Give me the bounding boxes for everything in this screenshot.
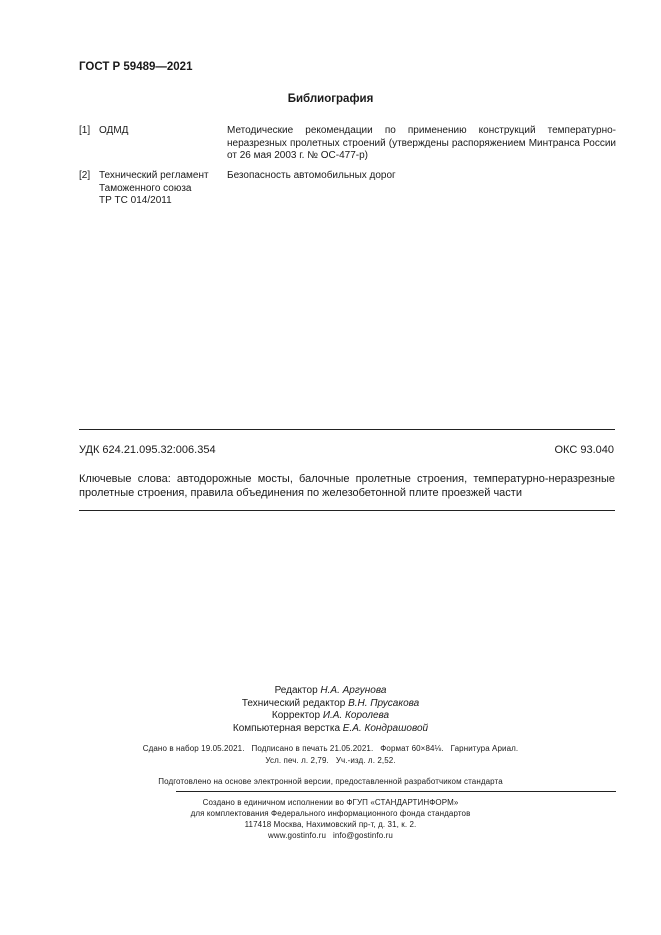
credit-name: Е.А. Кондрашовой [342,722,429,734]
divider [79,510,615,511]
credit-name: Н.А. Аргунова [320,685,387,696]
credit-name: И.А. Королева [322,710,390,721]
credit-role: Компьютерная верстка [232,722,341,734]
publisher-address: 117418 Москва, Нахимовский пр-т, д. 31, к. 2. [244,820,417,829]
document-code: ГОСТ Р 59489—2021 [79,61,193,73]
print-info: Сдано в набор 19.05.2021. Подписано в печать 21.05.2021. Формат 60×84⅛. Гарнитура Ариал. [142,744,519,753]
publisher-contacts: www.gostinfo.ru info@gostinfo.ru [268,831,393,840]
credits-block [0,685,661,735]
credit-line [0,710,661,723]
publisher-line: Создано в единичном исполнении во ФГУП «СТАНДАРТИНФОРМ» [202,798,459,807]
entry-number: [1] [79,125,91,136]
credit-line [0,698,661,711]
prepared-note: Подготовлено на основе электронной версии, предоставленной разработчиком стандарта [158,777,503,786]
credit-name: В.Н. Прусакова [348,697,420,709]
udk-code: УДК 624.21.095.32:006.354 [79,444,216,456]
credit-role: Технический редактор [241,697,346,709]
keywords: Ключевые слова: автодорожные мосты, балочные пролетные строения, температурно-неразрезные пролетные строения, правила объединения по железобетонной плите проезжей части [79,473,615,499]
credit-role: Корректор [271,710,321,721]
entry-description: Методические рекомендации по применению конструкций температурно-неразрезных пролетных строений (утверждены распоряжением Минтранса России от 26 мая 2003 г. № ОС-477-р) [227,125,616,161]
divider [79,429,615,430]
bibliography-title: Библиография [287,93,374,105]
entry-number: [2] [79,170,91,181]
entry-description: Безопасность автомобильных дорог [227,170,396,181]
entry-source: ОДМД [99,125,129,136]
credit-line [0,685,661,698]
entry-source: Технический регламент Таможенного союза ТР ТС 014/2011 [99,170,209,206]
divider [176,791,616,792]
credit-role: Редактор [274,685,318,696]
print-sheets: Усл. печ. л. 2,79. Уч.-изд. л. 2,52. [265,756,396,765]
publisher-line: для комплектования Федерального информационного фонда стандартов [190,809,471,818]
credit-line [0,723,661,736]
oks-code: ОКС 93.040 [554,444,614,456]
